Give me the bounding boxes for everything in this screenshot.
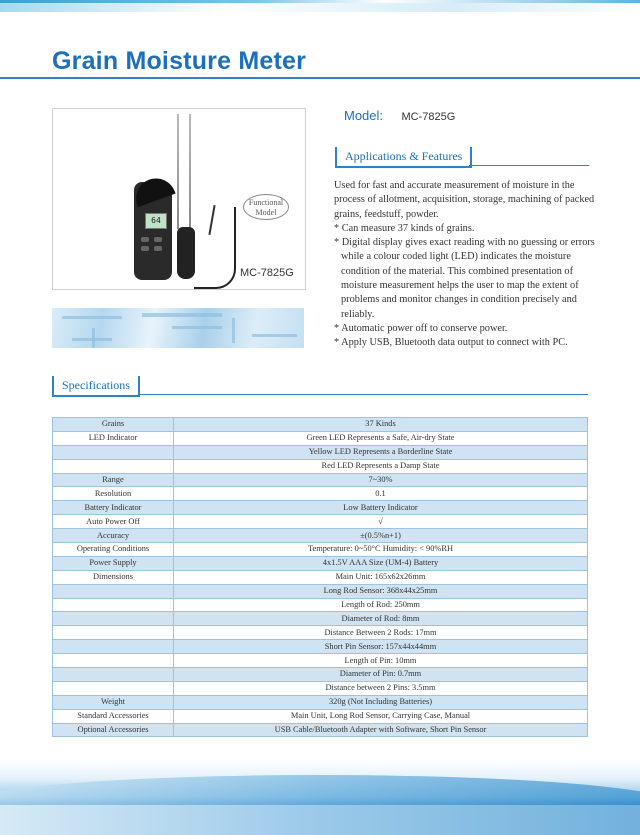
spec-value: Length of Rod: 250mm xyxy=(174,598,588,612)
spec-label: Grains xyxy=(53,418,174,432)
spec-value: 320g (Not Including Batteries) xyxy=(174,695,588,709)
feature-bullet: * Automatic power off to conserve power. xyxy=(334,322,508,334)
spec-value: Yellow LED Represents a Borderline State xyxy=(174,445,588,459)
table-row xyxy=(53,473,588,487)
spec-label: Optional Accessories xyxy=(53,723,174,737)
spec-value: Length of Pin: 10mm xyxy=(174,654,588,668)
table-row xyxy=(53,418,588,432)
spec-label xyxy=(53,459,174,473)
table-row xyxy=(53,584,588,598)
spec-value: 0.1 xyxy=(174,487,588,501)
spec-label: Dimensions xyxy=(53,570,174,584)
spec-value: Main Unit: 165x62x26mm xyxy=(174,570,588,584)
page-title: Grain Moisture Meter xyxy=(52,47,307,75)
spec-value: 4x1.5V AAA Size (UM-4) Battery xyxy=(174,556,588,570)
spec-value: Red LED Represents a Damp State xyxy=(174,459,588,473)
spec-label xyxy=(53,612,174,626)
specifications-heading-rule xyxy=(140,394,588,395)
sensor-handle xyxy=(177,227,195,279)
model-value: MC-7825G xyxy=(401,111,456,123)
spec-value: Short Pin Sensor: 157x44x44mm xyxy=(174,640,588,654)
product-photo xyxy=(52,108,306,290)
circuit-board-image xyxy=(52,308,304,348)
spec-value: √ xyxy=(174,515,588,529)
spec-label: Battery Indicator xyxy=(53,501,174,515)
table-row xyxy=(53,445,588,459)
table-row xyxy=(53,598,588,612)
spec-value: Distance Between 2 Rods: 17mm xyxy=(174,626,588,640)
meter-screen: 64 xyxy=(145,213,167,229)
model-row xyxy=(344,107,455,125)
table-row xyxy=(53,431,588,445)
spec-label xyxy=(53,445,174,459)
spec-value: 37 Kinds xyxy=(174,418,588,432)
table-row xyxy=(53,529,588,543)
top-banner-accent xyxy=(0,0,640,3)
sensor-rod-left xyxy=(177,114,179,229)
spec-value: Main Unit, Long Rod Sensor, Carrying Case, Manual xyxy=(174,709,588,723)
spec-label: LED Indicator xyxy=(53,431,174,445)
spec-value: Diameter of Rod: 8mm xyxy=(174,612,588,626)
spec-value: Distance between 2 Pins: 3.5mm xyxy=(174,681,588,695)
feature-bullet: * Digital display gives exact reading with no guessing or errors while a colour coded light (LED) indicates the moisture condition of the material. This combined presentation of moisture measurement helps the user to map the extent of problems and monitor changes in condition precisely and reliably. xyxy=(334,237,595,320)
applications-heading-rule xyxy=(469,165,589,166)
spec-label: Range xyxy=(53,473,174,487)
applications-description xyxy=(334,179,596,351)
table-row xyxy=(53,709,588,723)
sensor-cable xyxy=(194,207,236,289)
spec-value: Long Rod Sensor: 368x44x25mm xyxy=(174,584,588,598)
table-row xyxy=(53,570,588,584)
spec-value: Low Battery Indicator xyxy=(174,501,588,515)
meter-button xyxy=(141,237,149,242)
meter-button xyxy=(154,246,162,251)
description-paragraph: Used for fast and accurate measurement of moisture in the process of allotment, acquisition, storage, machining of packed grains, feedstuff, powder. xyxy=(334,180,595,220)
model-label: Model: xyxy=(344,108,384,123)
spec-label: Operating Conditions xyxy=(53,543,174,557)
spec-label xyxy=(53,681,174,695)
spec-value: Diameter of Pin: 0.7mm xyxy=(174,668,588,682)
table-row xyxy=(53,612,588,626)
spec-label: Standard Accessories xyxy=(53,709,174,723)
spec-label: Weight xyxy=(53,695,174,709)
spec-label xyxy=(53,654,174,668)
table-row xyxy=(53,626,588,640)
table-row xyxy=(53,723,588,737)
spec-label: Accuracy xyxy=(53,529,174,543)
specifications-table xyxy=(52,417,588,737)
meter-button xyxy=(154,237,162,242)
table-row xyxy=(53,654,588,668)
table-row xyxy=(53,556,588,570)
spec-label xyxy=(53,584,174,598)
spec-label xyxy=(53,626,174,640)
applications-heading: Applications & Features xyxy=(335,147,472,168)
table-row xyxy=(53,668,588,682)
photo-model-caption: MC-7825G xyxy=(240,267,294,279)
spec-label xyxy=(53,668,174,682)
table-row xyxy=(53,695,588,709)
feature-bullet: * Apply USB, Bluetooth data output to connect with PC. xyxy=(334,337,568,349)
sensor-rod-right xyxy=(189,114,191,229)
title-divider xyxy=(0,77,640,79)
functional-model-label: Functional Model xyxy=(243,194,289,220)
spec-label: Auto Power Off xyxy=(53,515,174,529)
table-row xyxy=(53,459,588,473)
spec-label xyxy=(53,598,174,612)
spec-label xyxy=(53,640,174,654)
spec-label: Power Supply xyxy=(53,556,174,570)
spec-value: USB Cable/Bluetooth Adapter with Software, Short Pin Sensor xyxy=(174,723,588,737)
table-row xyxy=(53,515,588,529)
spec-label: Resolution xyxy=(53,487,174,501)
specifications-heading: Specifications xyxy=(52,376,140,397)
bottom-banner-wave xyxy=(0,775,640,835)
spec-value: Temperature: 0~50°C Humidity: < 90%RH xyxy=(174,543,588,557)
table-row xyxy=(53,487,588,501)
spec-value: Green LED Represents a Safe, Air-dry State xyxy=(174,431,588,445)
table-row xyxy=(53,501,588,515)
table-row xyxy=(53,543,588,557)
spec-value: 7~30% xyxy=(174,473,588,487)
spec-value: ±(0.5%n+1) xyxy=(174,529,588,543)
table-row xyxy=(53,681,588,695)
feature-bullet: * Can measure 37 kinds of grains. xyxy=(334,222,475,234)
meter-button xyxy=(141,246,149,251)
table-row xyxy=(53,640,588,654)
